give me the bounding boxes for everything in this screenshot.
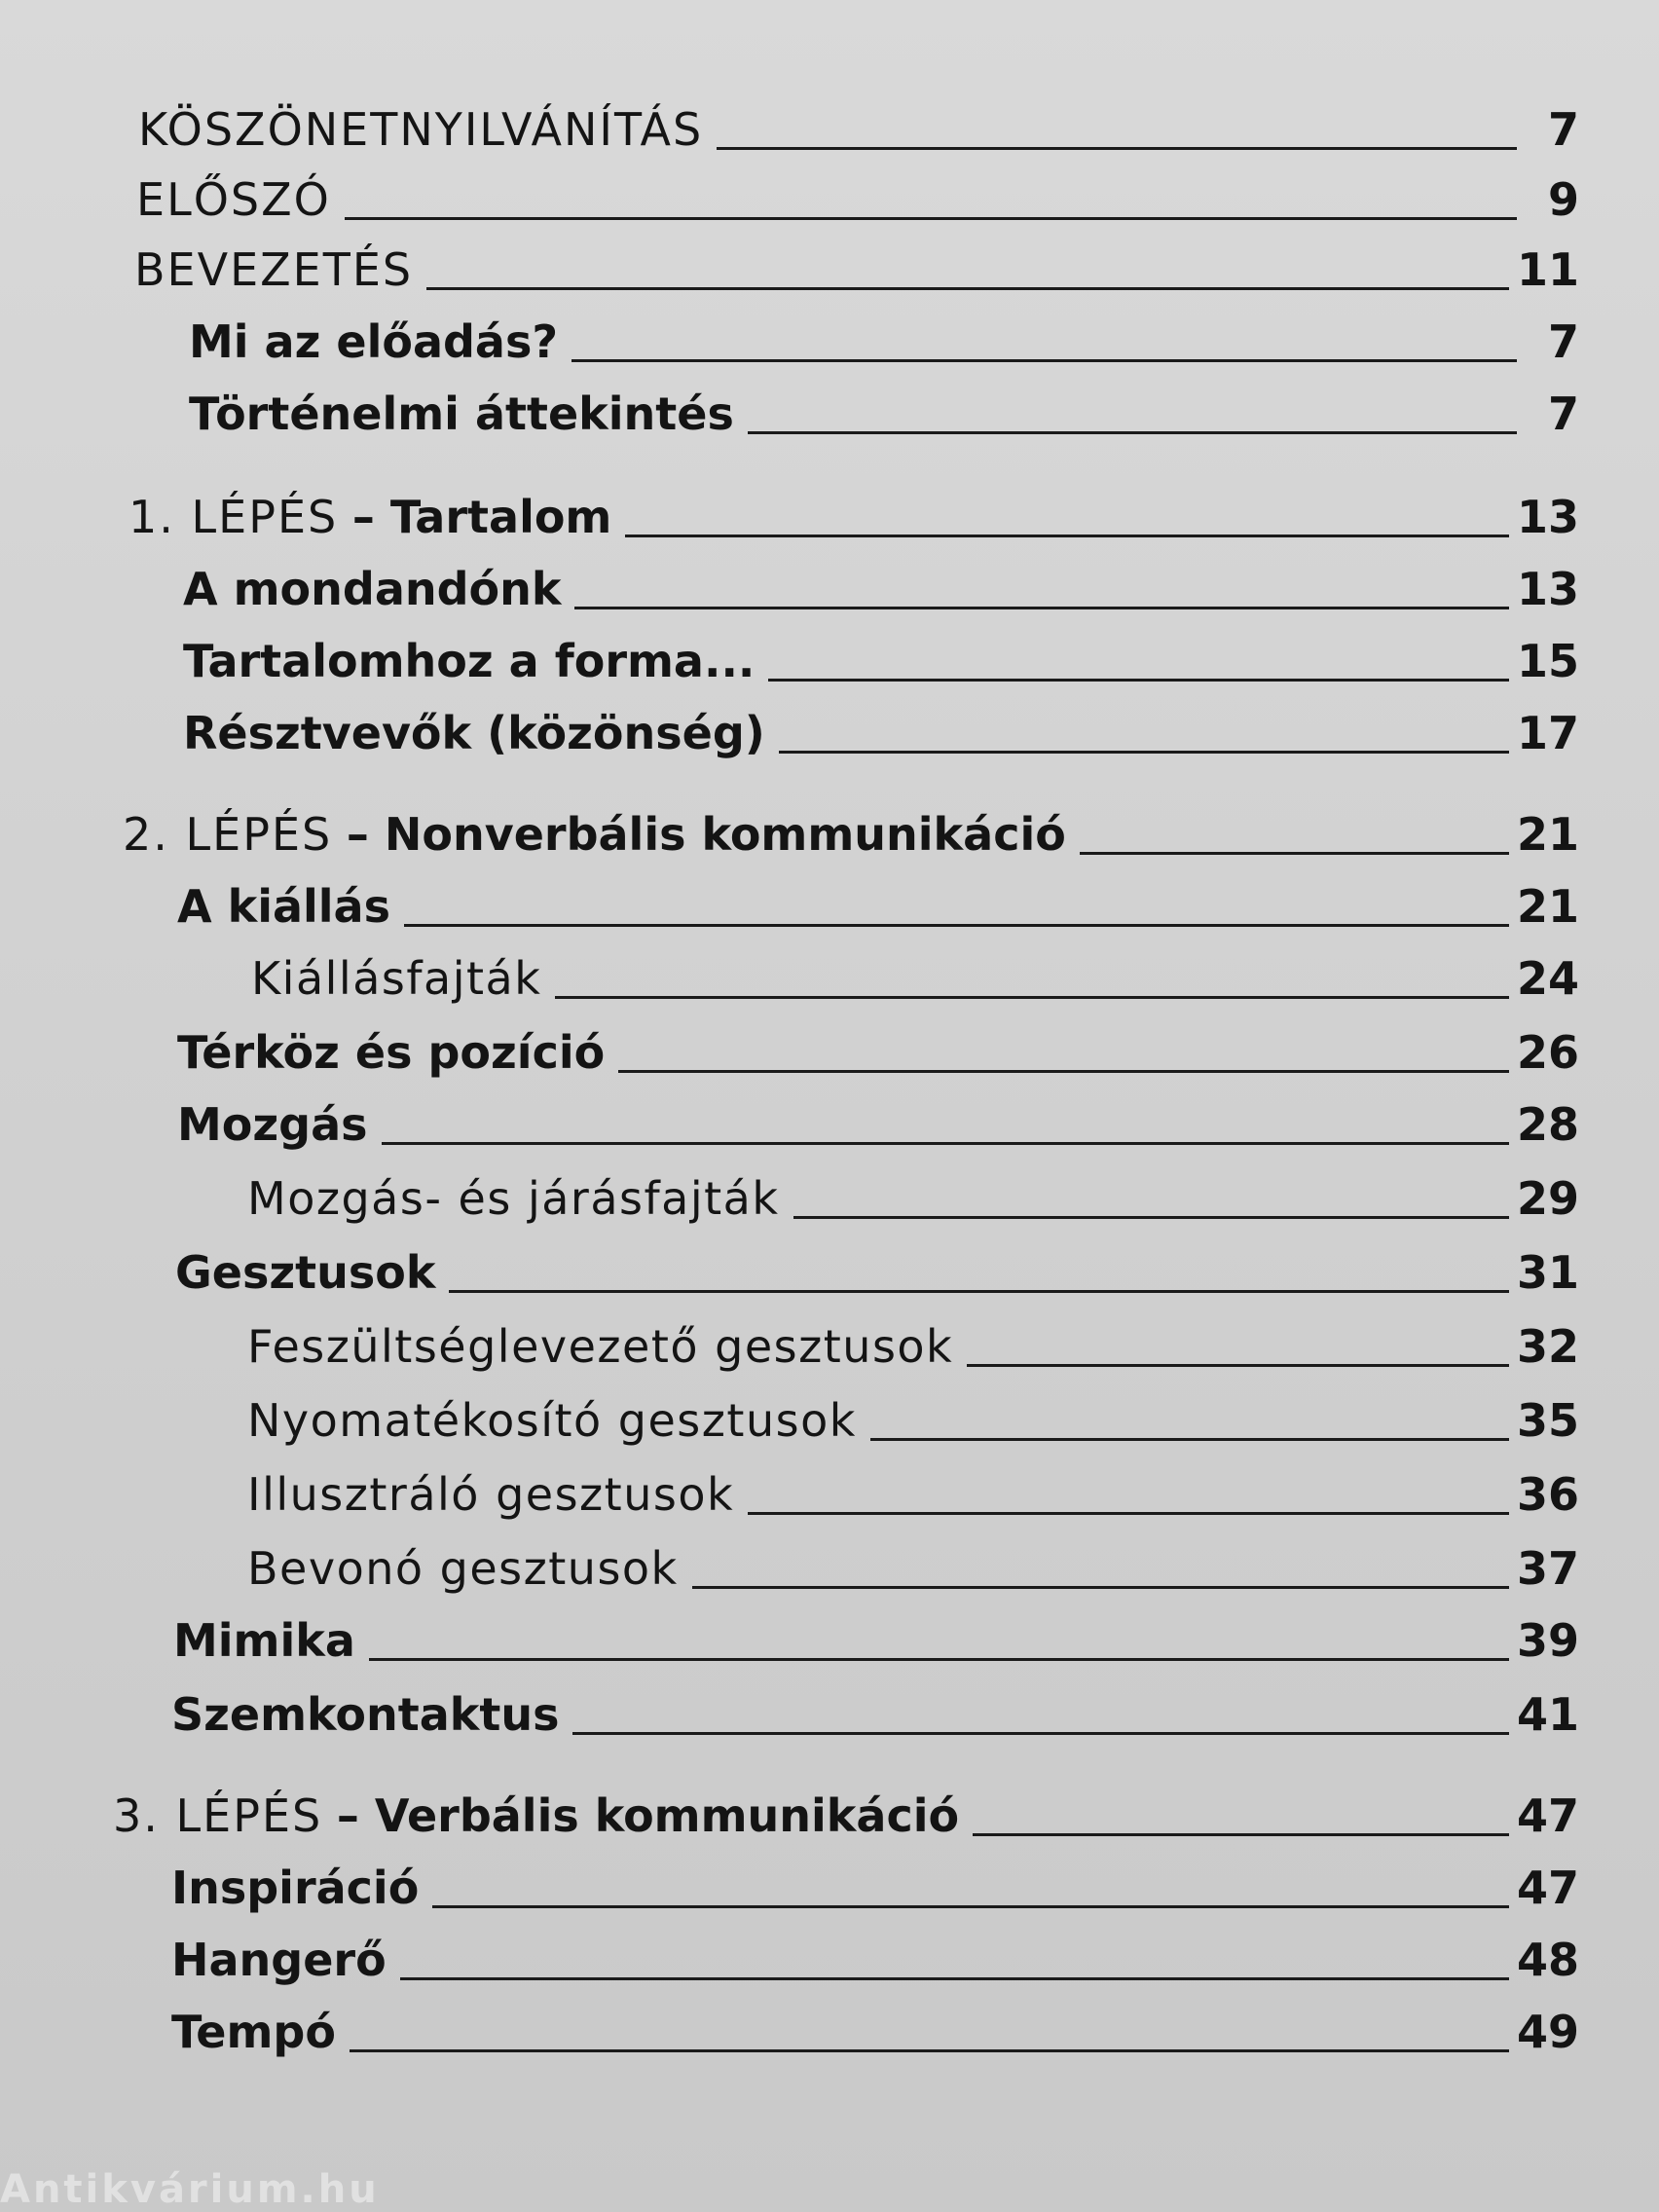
toc-label: Történelmi áttekintés [189, 387, 734, 440]
toc-page-number: 47 [1516, 1862, 1579, 1914]
dot-leader [350, 2049, 1509, 2052]
dot-leader [748, 431, 1517, 434]
toc-page-number: 15 [1516, 635, 1579, 687]
toc-entry [183, 707, 1579, 759]
toc-label: Feszültséglevezető gesztusok [247, 1320, 954, 1373]
toc-page-number: 41 [1516, 1688, 1579, 1741]
toc-page-number: 7 [1547, 387, 1579, 440]
dot-leader [345, 217, 1517, 220]
toc-page-number: 31 [1516, 1246, 1579, 1299]
toc-entry [247, 1320, 1579, 1373]
toc-entry [177, 1026, 1579, 1079]
dot-leader [404, 924, 1509, 927]
toc-label: Mi az előadás? [189, 315, 559, 368]
toc-label: KÖSZÖNETNYILVÁNÍTÁS [138, 103, 704, 156]
toc-entry [136, 173, 1579, 226]
toc-page-number: 7 [1547, 103, 1579, 156]
toc-page-number: 11 [1516, 243, 1579, 296]
watermark: Antikvárium.hu [0, 2167, 380, 2212]
toc-page-number: 29 [1516, 1172, 1579, 1225]
toc-label: Nyomatékosító gesztusok [247, 1394, 857, 1447]
dot-leader [555, 996, 1509, 999]
toc-page-number: 21 [1516, 808, 1579, 861]
dot-leader [748, 1512, 1509, 1515]
toc-entry [171, 1688, 1579, 1741]
dot-leader [717, 147, 1517, 150]
toc-label: Mimika [173, 1614, 355, 1667]
toc-entry [177, 880, 1579, 933]
dot-leader [973, 1833, 1509, 1836]
toc-label: BEVEZETÉS [134, 243, 414, 296]
toc-entry [134, 243, 1579, 296]
dot-leader [572, 1732, 1509, 1735]
toc-page-number: 36 [1516, 1468, 1579, 1521]
toc-entry [247, 1394, 1579, 1447]
toc-page-number: 13 [1516, 563, 1579, 615]
chapter-number: 2. LÉPÉS [123, 808, 333, 861]
toc-page-number: 39 [1516, 1614, 1579, 1667]
dot-leader [692, 1586, 1509, 1589]
toc-page-number: 26 [1516, 1026, 1579, 1079]
toc-entry [189, 387, 1579, 440]
toc-label: Bevonó gesztusok [247, 1542, 679, 1595]
toc-chapter [129, 491, 1579, 543]
dot-leader [967, 1364, 1509, 1367]
dot-leader [400, 1977, 1509, 1980]
dot-leader [625, 535, 1509, 537]
toc-page-number: 17 [1516, 707, 1579, 759]
dot-leader [618, 1070, 1509, 1073]
toc-page-number: 21 [1516, 880, 1579, 933]
toc-label: Inspiráció [171, 1862, 420, 1914]
toc-page-number: 49 [1516, 2006, 1579, 2058]
dot-leader [870, 1438, 1509, 1441]
toc-entry [251, 952, 1579, 1005]
toc-label: Gesztusok [175, 1246, 436, 1299]
toc-label: Kiállásfajták [251, 952, 542, 1005]
chapter-title: – Tartalom [351, 491, 612, 543]
toc-label: Tempó [171, 2006, 336, 2058]
toc-label: Térköz és pozíció [177, 1026, 606, 1079]
toc-chapter [123, 808, 1579, 861]
toc-page-number: 35 [1516, 1394, 1579, 1447]
toc-page-number: 48 [1516, 1934, 1579, 1986]
toc-entry [177, 1098, 1579, 1151]
chapter-number: 1. LÉPÉS [129, 491, 339, 543]
dot-leader [768, 679, 1509, 682]
dot-leader [426, 287, 1509, 290]
toc-entry [138, 103, 1579, 156]
dot-leader [793, 1216, 1509, 1219]
dot-leader [432, 1905, 1509, 1908]
toc-entry [189, 315, 1579, 368]
toc-chapter [113, 1789, 1579, 1842]
toc-label: Résztvevők (közönség) [183, 707, 765, 759]
dot-leader [574, 607, 1509, 609]
toc-label: Mozgás- és járásfajták [247, 1172, 780, 1225]
toc-label: Mozgás [177, 1098, 368, 1151]
dot-leader [369, 1658, 1509, 1661]
toc-entry [247, 1172, 1579, 1225]
toc-label: Szemkontaktus [171, 1688, 560, 1741]
toc-page-number: 24 [1516, 952, 1579, 1005]
toc-label: A mondandónk [183, 563, 562, 615]
toc-page-number: 32 [1516, 1320, 1579, 1373]
toc-entry [173, 1614, 1579, 1667]
toc-page-number: 28 [1516, 1098, 1579, 1151]
chapter-title: – Verbális kommunikáció [336, 1789, 960, 1842]
toc-page-number: 47 [1516, 1789, 1579, 1842]
toc-label: A kiállás [177, 880, 390, 933]
dot-leader [449, 1290, 1509, 1293]
chapter-title: – Nonverbális kommunikáció [346, 808, 1066, 861]
toc-entry [171, 1862, 1579, 1914]
toc-label: Hangerő [171, 1934, 387, 1986]
toc-page-number: 37 [1516, 1542, 1579, 1595]
toc-label: Tartalomhoz a forma... [183, 635, 756, 687]
toc-entry [175, 1246, 1579, 1299]
toc-entry [247, 1468, 1579, 1521]
chapter-number: 3. LÉPÉS [113, 1789, 323, 1842]
toc-page-number: 13 [1516, 491, 1579, 543]
toc-entry [247, 1542, 1579, 1595]
toc-entry [171, 2006, 1579, 2058]
toc-page-number: 7 [1547, 315, 1579, 368]
toc-label: Illusztráló gesztusok [247, 1468, 735, 1521]
toc-entry [171, 1934, 1579, 1986]
dot-leader [571, 359, 1517, 362]
dot-leader [1080, 852, 1509, 855]
dot-leader [382, 1142, 1509, 1145]
dot-leader [779, 751, 1509, 754]
toc-label: ELŐSZÓ [136, 173, 331, 226]
toc-entry [183, 563, 1579, 615]
toc-entry [183, 635, 1579, 687]
toc-page-number: 9 [1547, 173, 1579, 226]
